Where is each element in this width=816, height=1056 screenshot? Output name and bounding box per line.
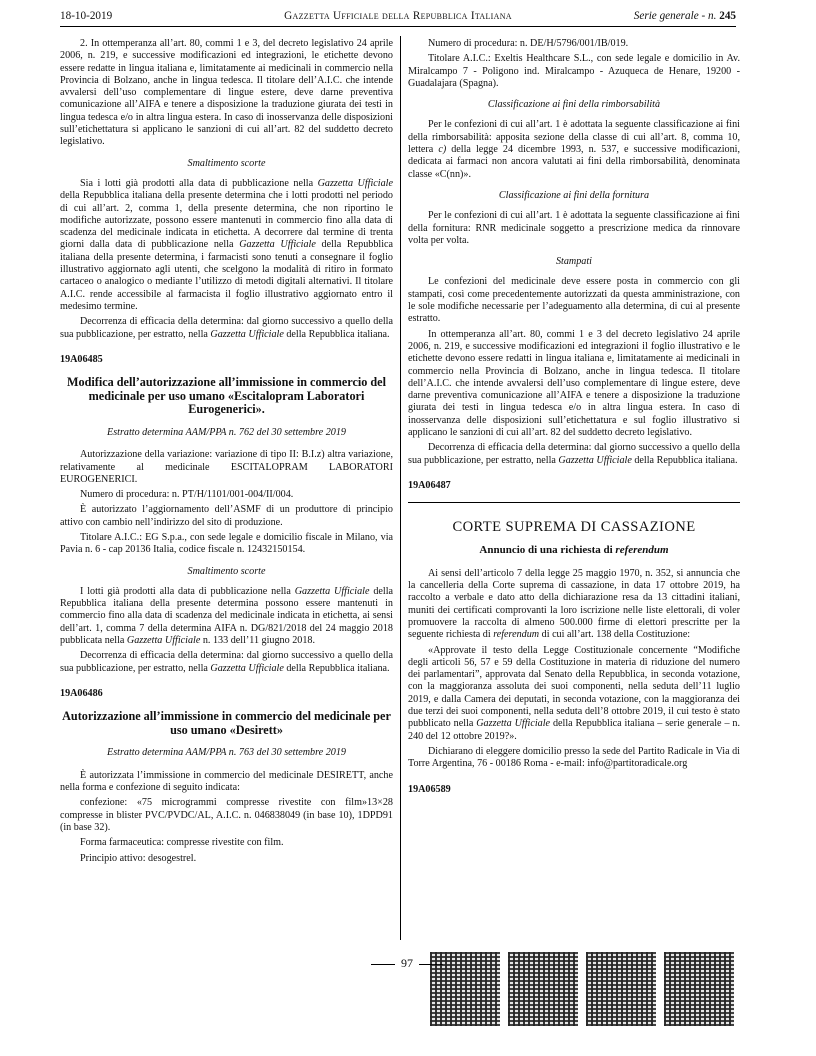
document-code: 19A06485 <box>60 353 103 365</box>
paragraph: Principio attivo: desogestrel. <box>80 852 197 864</box>
paragraph: È autorizzata l’immissione in commercio del medicinale DESIRETT, anche nella forma e confezione di seguito indicata: <box>60 769 393 794</box>
paragraph: Sia i lotti già prodotti alla data di pubblicazione nella Gazzetta Ufficiale della Repubblica italiana della presente determina che i lotti prodotti nel periodo di cui all’art. 2, comma 1, della presente determina, che non riportino le modifiche autorizzate, possono essere mantenuti in commercio fino alla data di scadenza del medicinale indicata in etichetta. A decorrere dal termine di trenta giorni dalla data di pubblicazione nella Gazzetta Ufficiale della Repubblica italiana della presente determina, i farmacisti sono tenuti a consegnare il foglio illustrativo aggiornato agli utenti, che scelgono la modalità di ritiro in formato cartaceo o analogico o mediante l’utilizzo di metodi digitali alternativi. Il titolare A.I.C. rende accessibile al farmacista il foglio illustrativo aggiornato entro il medesimo termine. <box>60 177 393 312</box>
security-pattern <box>430 952 500 1026</box>
article-title: Autorizzazione all’immissione in commercio del medicinale per uso umano «Desirett» <box>62 709 391 737</box>
security-pattern <box>664 952 734 1026</box>
paragraph: Numero di procedura: n. PT/H/1101/001-004/II/004. <box>80 489 294 501</box>
paragraph: Per le confezioni di cui all’art. 1 è adottata la seguente classificazione ai fini della rimborsabilità: apposita sezione della classe di cui all’art. 8, comma 10, lettera c) della legge 24 dicembre 1993, n. 537, e successive modificazioni, dedicata ai farmaci non ancora valutati ai fini della rimborsabilità, denominata classe «C(nn)». <box>408 119 740 180</box>
security-pattern <box>508 952 578 1026</box>
security-pattern <box>586 952 656 1026</box>
paragraph: Titolare A.I.C.: Exeltis Healthcare S.L., con sede legale e domicilio in Av. Miralcampo 7 - Poligono ind. Miralcampo - Azuqueca de Henare, 19200 - Guadalajara (Spagna). <box>408 53 740 89</box>
left-column <box>60 38 393 940</box>
series-label: Serie generale - n. 245 <box>633 10 736 22</box>
extract-reference: Estratto determina AAM/PPA n. 762 del 30 settembre 2019 <box>107 426 346 438</box>
paragraph: Per le confezioni di cui all’art. 1 è adottata la seguente classificazione ai fini della fornitura: RNR medicinale soggetto a prescrizione medica da rinnovare volta per volta. <box>408 210 740 246</box>
subheading: Smaltimento scorte <box>187 157 266 169</box>
paragraph: Titolare A.I.C.: EG S.p.a., con sede legale e domicilio fiscale in Milano, via Pavia n. 6 - cap 20136 Italia, codice fiscale n. 12432150154. <box>60 531 393 556</box>
paragraph: Decorrenza di efficacia della determina: dal giorno successivo a quello della sua pubblicazione, per estratto, nella Gazzetta Ufficiale della Repubblica italiana. <box>60 650 393 674</box>
issue-number: 245 <box>719 10 736 22</box>
right-column <box>408 38 740 940</box>
article-title: Modifica dell’autorizzazione all’immissione in commercio del medicinale per uso umano «Escitalopram Laboratori Eurogenerici». <box>67 375 386 417</box>
subheading: Smaltimento scorte <box>187 565 266 577</box>
paragraph: Decorrenza di efficacia della determina: dal giorno successivo a quello della sua pubblicazione, per estratto, nella Gazzetta Ufficiale della Repubblica italiana. <box>408 442 740 466</box>
paragraph: Autorizzazione della variazione: variazione di tipo II: B.I.z) altra variazione, relativamente al medicinale ESCITALOPRAM LABORATORI EUROGENERICI. <box>60 449 393 485</box>
paragraph: 2. In ottemperanza all’art. 80, commi 1 e 3, del decreto legislativo 24 aprile 2006, n. 219, e successive modificazioni ed integrazioni, le etichette devono essere redatte in lingua italiana e, limitatamente ai medicinali in commercio nella Provincia di Bolzano, anche in lingua tedesca. Il titolare dell’A.I.C. che intende avvalersi dell’uso complementare di lingue estere, deve darne preventiva comunicazione all’AIFA e tenere a disposizione la traduzione giurata dei testi in lingua tedesca e/o in altra lingua estera. In caso di inosservanza delle disposizioni sull’etichettatura si applicano le sanzioni di cui all’art. 82 del suddetto decreto legislativo. <box>60 38 393 148</box>
section-separator <box>408 502 740 503</box>
page-number: 97 <box>365 956 449 971</box>
column-divider <box>400 36 401 940</box>
paragraph: confezione: «75 microgrammi compresse rivestite con film»13×28 compresse in blister PVC/PVDC/AL, A.I.C. n. 046838049 (in base 10), 1DPD91 (in base 32). <box>60 797 393 833</box>
paragraph: «Approvate il testo della Legge Costituzionale concernente “Modifiche degli articoli 56, 57 e 59 della Costituzione in materia di riduzione del numero dei parlamentari”, approvata dal Senato della Repubblica, in seconda votazione, con la maggioranza assoluta dei suoi componenti, nella seduta dell’11 luglio 2019, e dalla Camera dei deputati, in seconda votazione, con la maggioranza dei due terzi dei suoi componenti, nella seduta dell’8 ottobre 2019, il cui testo è stato pubblicato nella Gazzetta Ufficiale della Repubblica italiana – serie generale – n. 240 del 12 ottobre 2019?». <box>408 644 741 742</box>
paragraph: Le confezioni del medicinale deve essere posta in commercio con gli stampati, così come precedentemente autorizzati da questa amministrazione, con le sole modifiche necessarie per l’adeguamento alla determina, di cui al presente estratto. <box>408 276 740 325</box>
paragraph: Forma farmaceutica: compresse rivestite con film. <box>80 837 284 849</box>
paragraph: Ai sensi dell’articolo 7 della legge 25 maggio 1970, n. 352, si annuncia che la cancelleria della Corte suprema di cassazione, in data 17 ottobre 2019, ha raccolto a verbale e dato atto della dichiarazione resa da 13 cittadini italiani, muniti dei certificati comprovanti la loro iscrizione nelle liste elettorali, di voler promuovere la raccolta di almeno 500.000 firme di elettori prescritte per la seguente richiesta di referendum di cui all’art. 138 della Costituzione: <box>408 567 740 641</box>
gazette-title: Gazzetta Ufficiale della Repubblica Italiana <box>284 10 512 22</box>
document-code: 19A06486 <box>60 687 103 699</box>
subheading: Classificazione ai fini della fornitura <box>498 189 650 201</box>
paragraph: È autorizzato l’aggiornamento dell’ASMF di un produttore di principio attivo con cambio nell’indirizzo del sito di produzione. <box>60 504 393 528</box>
issue-date: 18-10-2019 <box>60 10 113 22</box>
document-code: 19A06487 <box>408 479 451 491</box>
extract-reference: Estratto determina AAM/PPA n. 763 del 30 settembre 2019 <box>107 747 346 759</box>
subheading: Classificazione ai fini della rimborsabilità <box>487 99 661 111</box>
page-header <box>60 8 736 27</box>
section-title: CORTE SUPREMA DI CASSAZIONE <box>452 519 696 536</box>
paragraph: Numero di procedura: n. DE/H/5796/001/IB/019. <box>428 38 629 49</box>
paragraph: In ottemperanza all’art. 80, commi 1 e 3 del decreto legislativo 24 aprile 2006, n. 219, e successive modificazioni ed integrazioni il foglio illustrativo e le etichette devono essere redatti in lingua italiana e, limitatamente ai medicinali in commercio nella Provincia di Bolzano, anche in lingua tedesca. Il titolare dell’A.I.C. che intende avvalersi dell’uso complementare di lingue estere, deve darne preventiva comunicazione all’AIFA e tenere a disposizione la traduzione giurata dei testi in lingua tedesca e/o in altra lingua estera. In caso di inosservanza delle disposizioni sull’etichettatura e sul foglio illustrativo si applicano le sanzioni di cui all’art. 82 del suddetto decreto legislativo. <box>408 328 740 439</box>
section-subtitle: Annuncio di una richiesta di referendum <box>479 543 669 556</box>
paragraph: I lotti già prodotti alla data di pubblicazione nella Gazzetta Ufficiale della Repubblica italiana della presente determina possono essere mantenuti in commercio fino alla data di scadenza del medicinale indicata in etichetta, ai sensi dell’art. 1, comma 7 della determina AIFA n. DG/821/2018 del 24 maggio 2018 pubblicata nella Gazzetta Ufficiale n. 133 dell’11 giugno 2018. <box>60 585 394 647</box>
paragraph: Dichiarano di eleggere domicilio presso la sede del Partito Radicale in Via di Torre Argentina, 76 - 00186 Roma - e-mail: info@partitoradicale.org <box>408 745 740 770</box>
document-code: 19A06589 <box>408 783 451 795</box>
subheading: Stampati <box>555 256 592 268</box>
paragraph: Decorrenza di efficacia della determina: dal giorno successivo a quello della sua pubblicazione, per estratto, nella Gazzetta Ufficiale della Repubblica italiana. <box>60 316 393 340</box>
page-footer <box>60 952 736 1032</box>
